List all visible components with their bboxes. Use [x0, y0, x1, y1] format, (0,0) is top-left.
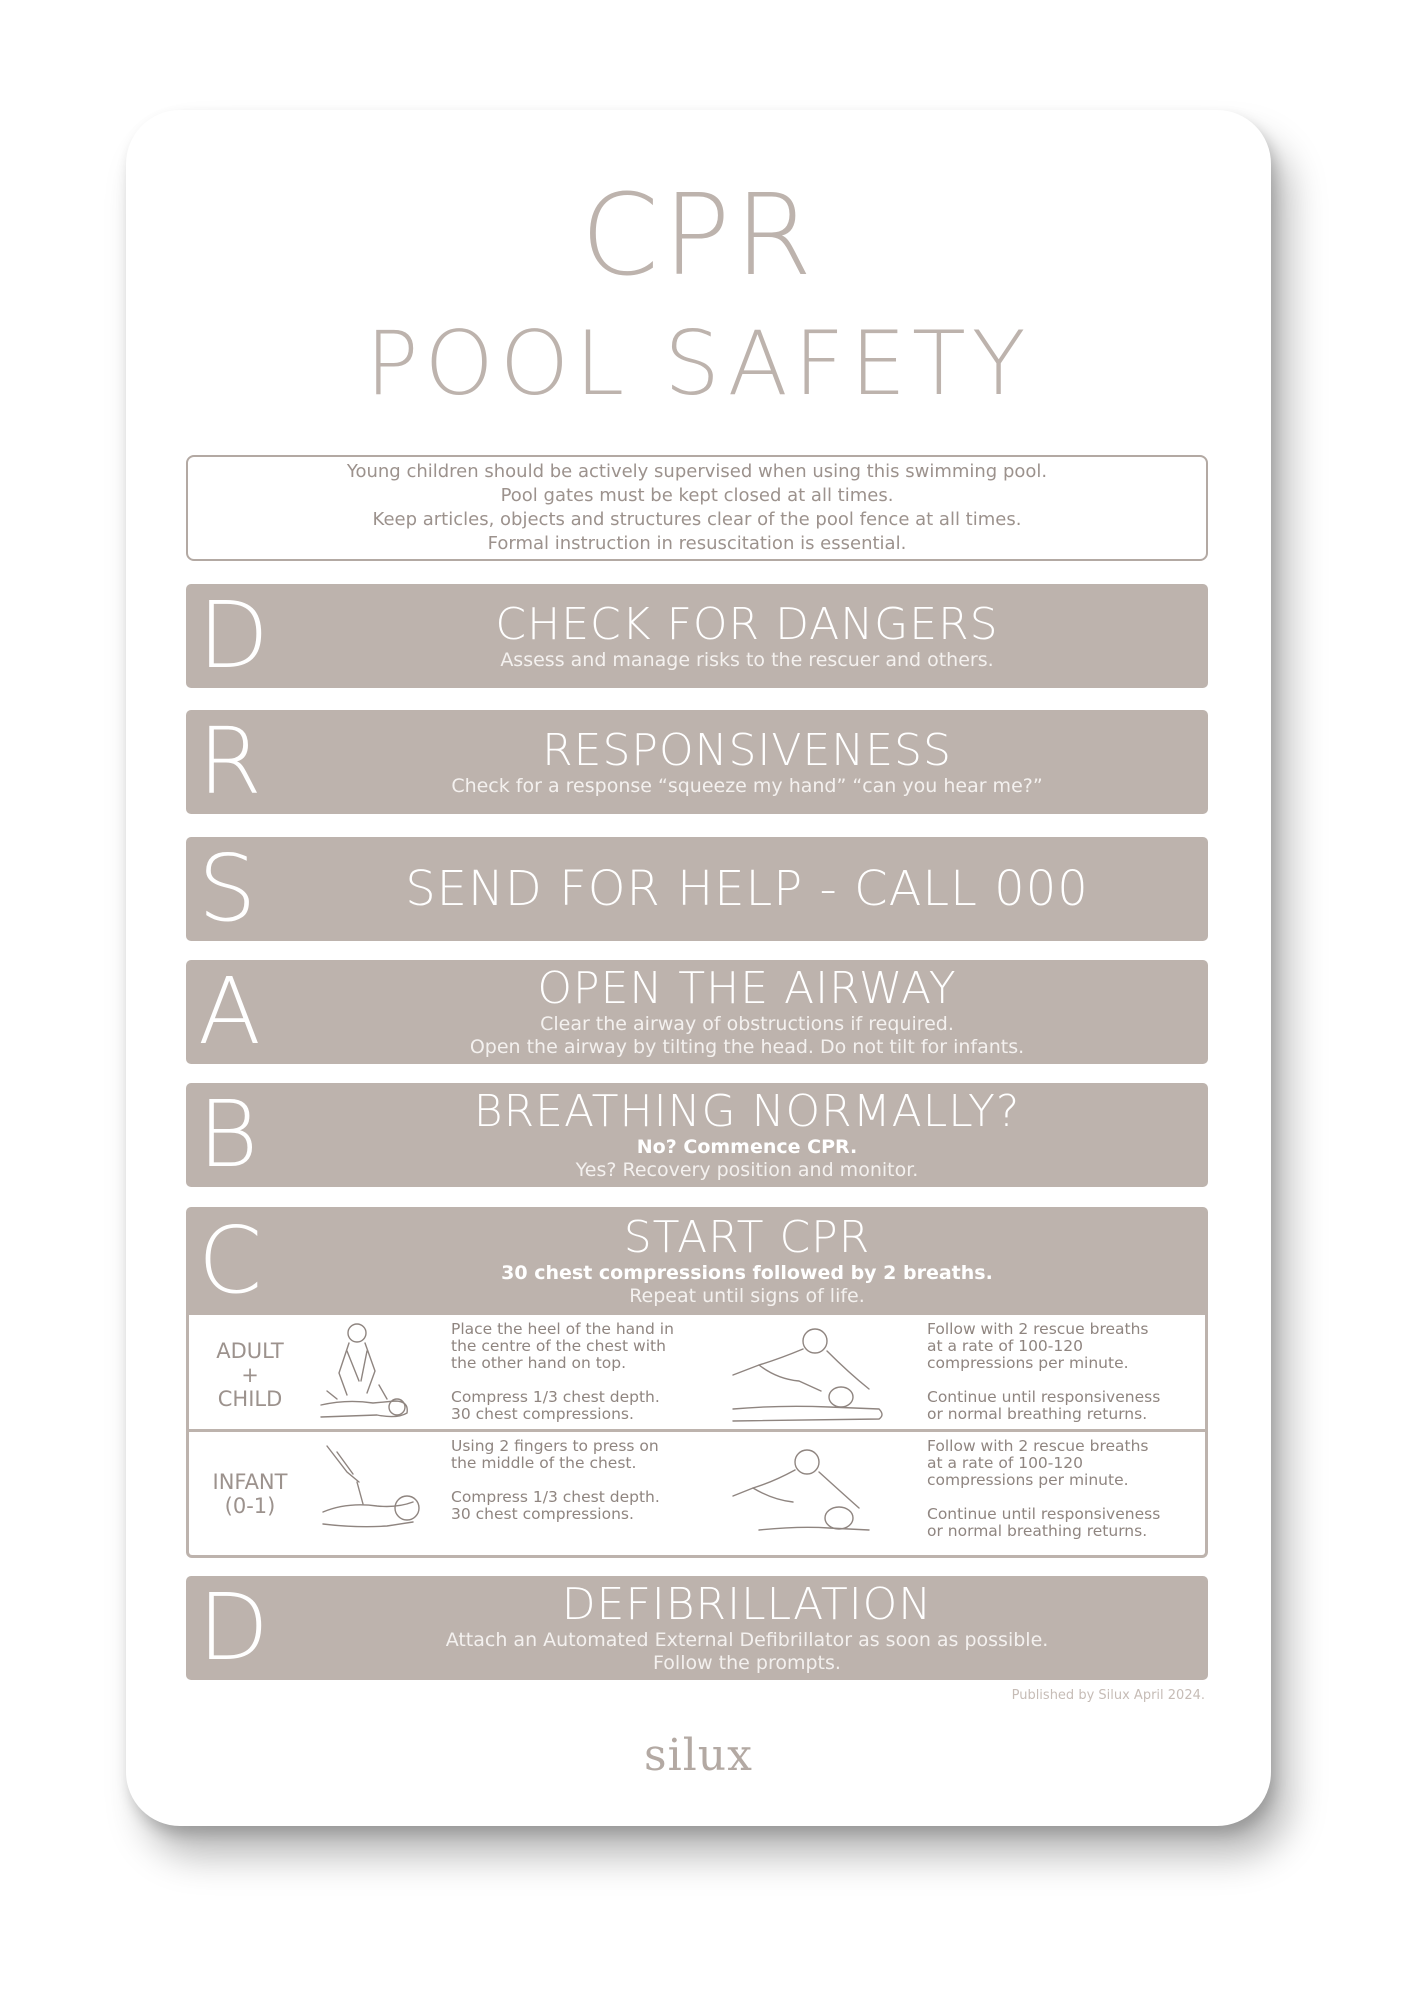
step-letter: S: [198, 837, 257, 941]
adult-compression-text: Place the heel of the hand in the centre of the chest with the other hand on top. Compress 1/3 chest depth. 30 chest compressions.: [451, 1320, 674, 1423]
step-letter: A: [198, 960, 261, 1064]
step-detail: Assess and manage risks to the rescuer and others.: [500, 648, 994, 671]
step-letter: R: [198, 710, 262, 814]
adult-compression-illustration: [317, 1321, 415, 1423]
step-airway: [186, 960, 1208, 1064]
infant-compression-text: Using 2 fingers to press on the middle of the chest. Compress 1/3 chest depth. 30 chest compressions.: [451, 1437, 660, 1523]
cpr-sign: [126, 110, 1271, 1826]
infant-breath-text: Follow with 2 rescue breaths at a rate of 100-120 compressions per minute. Continue until responsiveness or normal breathing returns.: [927, 1437, 1161, 1540]
step-breathing: [186, 1083, 1208, 1187]
step-detail: Follow the prompts.: [653, 1652, 841, 1674]
notice-line: Formal instruction in resuscitation is essential.: [487, 533, 907, 554]
step-detail: Open the airway by tilting the head. Do not tilt for infants.: [469, 1036, 1025, 1058]
step-heading: OPEN THE AIRWAY: [537, 963, 957, 1014]
step-detail: Check for a response “squeeze my hand” “can you hear me?”: [451, 774, 1043, 797]
step-heading: BREATHING NORMALLY?: [473, 1086, 1021, 1137]
step-heading: DEFIBRILLATION: [561, 1579, 933, 1630]
adult-child-row: [189, 1315, 1205, 1432]
age-label: INFANT (0-1): [212, 1470, 288, 1518]
notice-line: Keep articles, objects and structures clear of the pool fence at all times.: [372, 509, 1022, 530]
publisher-note: Published by Silux April 2024.: [1011, 1688, 1205, 1703]
adult-breath-illustration: [729, 1319, 889, 1423]
step-detail: Clear the airway of obstructions if required.: [540, 1013, 954, 1035]
step-dangers: [186, 584, 1208, 688]
adult-breath-text: Follow with 2 rescue breaths at a rate of 100-120 compressions per minute. Continue until responsiveness or normal breathing returns.: [927, 1320, 1161, 1423]
age-label: ADULT + CHILD: [216, 1339, 284, 1411]
step-detail: 30 chest compressions followed by 2 breaths.: [501, 1262, 993, 1284]
step-detail: Attach an Automated External Defibrillator as soon as possible.: [445, 1629, 1049, 1651]
step-start-cpr: [186, 1207, 1208, 1315]
sign-subtitle: POOL SAFETY: [365, 312, 1032, 415]
step-send-help: [186, 837, 1208, 941]
infant-row: [189, 1432, 1205, 1556]
step-letter: D: [198, 1576, 269, 1680]
infant-compression-illustration: [317, 1442, 427, 1538]
notice-line: Pool gates must be kept closed at all times.: [500, 485, 894, 506]
step-heading: SEND FOR HELP - CALL 000: [405, 861, 1089, 917]
step-detail: Yes? Recovery position and monitor.: [575, 1159, 919, 1181]
step-responsiveness: [186, 710, 1208, 814]
cpr-instructions-table: [186, 1315, 1208, 1558]
step-heading: RESPONSIVENESS: [542, 724, 952, 776]
infant-breath-illustration: [729, 1442, 889, 1546]
notice-line: Young children should be actively supervised when using this swimming pool.: [346, 461, 1048, 482]
step-detail: Repeat until signs of life.: [629, 1285, 865, 1307]
step-heading: CHECK FOR DANGERS: [495, 598, 999, 650]
silux-logo: silux: [644, 1730, 753, 1781]
step-letter: D: [198, 584, 269, 688]
step-heading: START CPR: [623, 1212, 871, 1263]
step-letter: B: [198, 1083, 259, 1187]
sign-title: CPR: [580, 171, 817, 301]
step-letter: C: [198, 1207, 263, 1314]
supervision-notice: [186, 455, 1208, 561]
step-defibrillation: [186, 1576, 1208, 1680]
step-detail: No? Commence CPR.: [636, 1136, 858, 1158]
